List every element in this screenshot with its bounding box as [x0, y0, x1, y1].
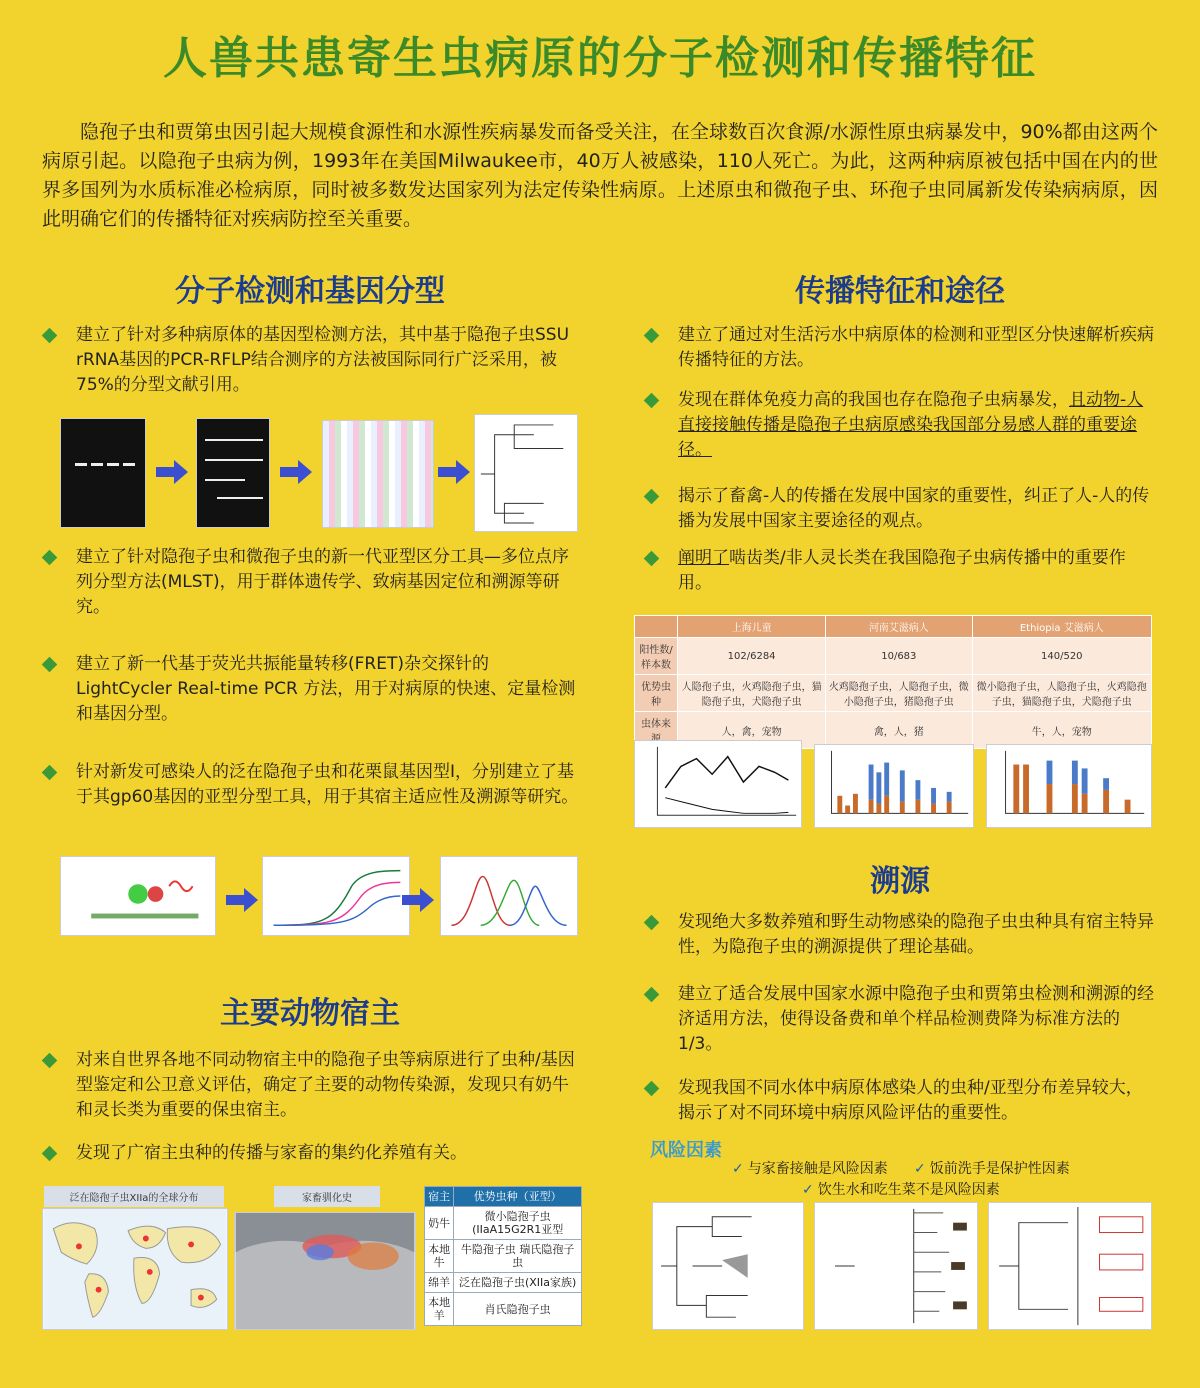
arrow-right-icon: [402, 888, 434, 912]
table-row: 阳性数/样本数 102/6284 10/683 140/520: [635, 638, 1152, 675]
diamond-icon: [644, 915, 660, 931]
section-transmission-title: 传播特征和途径: [795, 274, 1005, 309]
tracing-tree-1: [652, 1202, 804, 1330]
diamond-icon: [644, 987, 660, 1003]
amplification-curve-chart: [262, 856, 410, 936]
detection-bullet: 针对新发可感染人的泛在隐孢子虫和花栗鼠基因型I，分别建立了基于其gp60基因的亚型分型工具，用于其宿主适应性及溯源等研究。: [42, 760, 582, 810]
diamond-icon: [644, 551, 660, 567]
diamond-icon: [42, 550, 58, 566]
phylogenetic-tree-image: [474, 414, 578, 532]
age-infection-line-chart: [634, 740, 802, 828]
tracing-bullet: 发现绝大多数养殖和野生动物感染的隐孢子虫虫种具有宿主特异性，为隐孢子虫的溯源提供了理论基础。: [644, 910, 1156, 960]
risk-item: ✓ 饮生水和吃生菜不是风险因素: [802, 1182, 1000, 1198]
diamond-icon: [644, 489, 660, 505]
table-header: 优势虫种（亚型）: [454, 1187, 582, 1207]
diamond-icon: [42, 765, 58, 781]
host-bullet: 对来自世界各地不同动物宿主中的隐孢子虫等病原进行了虫种/基因型鉴定和公卫意义评估，确定了主要的动物传染源，发现只有奶牛和灵长类为重要的保虫宿主。: [42, 1048, 582, 1123]
transmission-bullet: 揭示了畜禽-人的传播在发展中国家的重要性，纠正了人-人的传播为发展中国家主要途径的观点。: [644, 484, 1156, 534]
host-species-table: [424, 1186, 582, 1326]
subtype-bar-chart-b: [986, 744, 1152, 828]
diamond-icon: [644, 393, 660, 409]
world-distribution-map: [42, 1208, 228, 1330]
diamond-icon: [42, 1053, 58, 1069]
check-icon: ✓: [802, 1182, 814, 1198]
table-header: [635, 616, 678, 638]
table-row: 奶牛 微小隐孢子虫(IIaA15G2R1亚型: [425, 1207, 582, 1240]
diamond-icon: [42, 328, 58, 344]
risk-factors-title: 风险因素: [650, 1140, 722, 1161]
arrow-right-icon: [280, 460, 312, 484]
table-header: Ethiopia 艾滋病人: [972, 616, 1151, 638]
detection-bullet: 建立了新一代基于荧光共振能量转移(FRET)杂交探针的LightCycler Real-time PCR 方法，用于对病原的快速、定量检测和基因分型。: [42, 652, 582, 727]
table-header: 河南艾滋病人: [826, 616, 972, 638]
tracing-bullet: 建立了适合发展中国家水源中隐孢子虫和贾第虫检测和溯源的经济适用方法，使得设备费和单个样品检测费降为标准方法的1/3。: [644, 982, 1156, 1057]
detection-bullet: 建立了针对隐孢子虫和微孢子虫的新一代亚型区分工具—多位点序列分型方法(MLST)，用于群体遗传学、致病基因定位和溯源等研究。: [42, 545, 582, 620]
domestication-history-map: [234, 1212, 416, 1330]
tracing-bullet: 发现我国不同水体中病原体感染人的虫种/亚型分布差异较大，揭示了对不同环境中病原风险评估的重要性。: [644, 1076, 1156, 1126]
transmission-bullet: 阐明了啮齿类/非人灵长类在我国隐孢子虫病传播中的重要作用。: [644, 546, 1156, 596]
melting-curve-chart: [440, 856, 578, 936]
host-bullet: 发现了广宿主虫种的传播与家畜的集约化养殖有关。: [42, 1141, 582, 1166]
sequence-alignment-image: [322, 420, 434, 528]
table-row: 本地羊 肖氏隐孢子虫: [425, 1293, 582, 1326]
table-row: 优势虫种 人隐孢子虫，火鸡隐孢子虫，猫隐孢子虫，犬隐孢子虫 火鸡隐孢子虫，人隐孢子虫，微小隐孢子虫，猪隐孢子虫 微小隐孢子虫，人隐孢子虫，火鸡隐孢子虫，猫隐孢子虫，犬隐孢子虫: [635, 675, 1152, 712]
section-hosts-title: 主要动物宿主: [220, 996, 400, 1031]
diamond-icon: [42, 657, 58, 673]
page-title: 人兽共患寄生虫病原的分子检测和传播特征: [163, 33, 1037, 84]
check-icon: ✓: [732, 1161, 744, 1177]
table-header: 宿主: [425, 1187, 454, 1207]
table-row: 虫体来源 人，禽，宠物 禽，人，猪 牛，人，宠物: [635, 712, 1152, 749]
domestication-caption: 家畜驯化史: [274, 1186, 380, 1207]
intro-paragraph: 隐孢子虫和贾第虫因引起大规模食源性和水源性疾病暴发而备受关注，在全球数百次食源/水源性原虫病暴发中，90%都由这两个病原引起。以隐孢子虫病为例，1993年在美国Milwaukee市，40万人被感染，110人死亡。为此，这两种病原被包括中国在内的世界多国列为水质标准必检病原，同时被多数发达国家列为法定传染性病原。上述原虫和微孢子虫、环孢子虫同属新发传染病病原，因此明确它们的传播特征对疾病防控至关重要。: [42, 121, 1158, 230]
tracing-tree-2: [814, 1202, 978, 1330]
tracing-tree-3: [988, 1202, 1152, 1330]
table-row: 本地牛 牛隐孢子虫 瑞氏隐孢子虫: [425, 1240, 582, 1273]
map-caption: 泛在隐孢子虫XIIa的全球分布: [44, 1186, 224, 1207]
arrow-right-icon: [156, 460, 188, 484]
table-row: 绵羊 泛在隐孢子虫(XIIa家族): [425, 1273, 582, 1293]
fret-probe-diagram: [60, 856, 216, 936]
section-detection-title: 分子检测和基因分型: [175, 274, 445, 309]
risk-item: ✓ 饭前洗手是保护性因素: [914, 1161, 1070, 1177]
prevalence-table: [634, 615, 1152, 749]
diamond-icon: [644, 328, 660, 344]
arrow-right-icon: [226, 888, 258, 912]
transmission-bullet: 建立了通过对生活污水中病原体的检测和亚型区分快速解析疾病传播特征的方法。: [644, 323, 1156, 373]
check-icon: ✓: [914, 1161, 926, 1177]
rflp-gel-image: [196, 418, 270, 528]
diamond-icon: [644, 1081, 660, 1097]
risk-item: ✓ 与家畜接触是风险因素: [732, 1161, 888, 1177]
table-header: 上海儿童: [678, 616, 826, 638]
gel-image: [60, 418, 146, 528]
diamond-icon: [42, 1146, 58, 1162]
transmission-bullet: 发现在群体免疫力高的我国也存在隐孢子虫病暴发，且动物-人直接接触传播是隐孢子虫病原感染我国部分易感人群的重要途径。: [644, 388, 1156, 463]
arrow-right-icon: [438, 460, 470, 484]
subtype-bar-chart-a: [814, 744, 974, 828]
detection-bullet: 建立了针对多种病原体的基因型检测方法，其中基于隐孢子虫SSU rRNA基因的PCR-RFLP结合测序的方法被国际同行广泛采用，被75%的分型文献引用。: [42, 323, 582, 398]
section-tracing-title: 溯源: [870, 864, 930, 899]
